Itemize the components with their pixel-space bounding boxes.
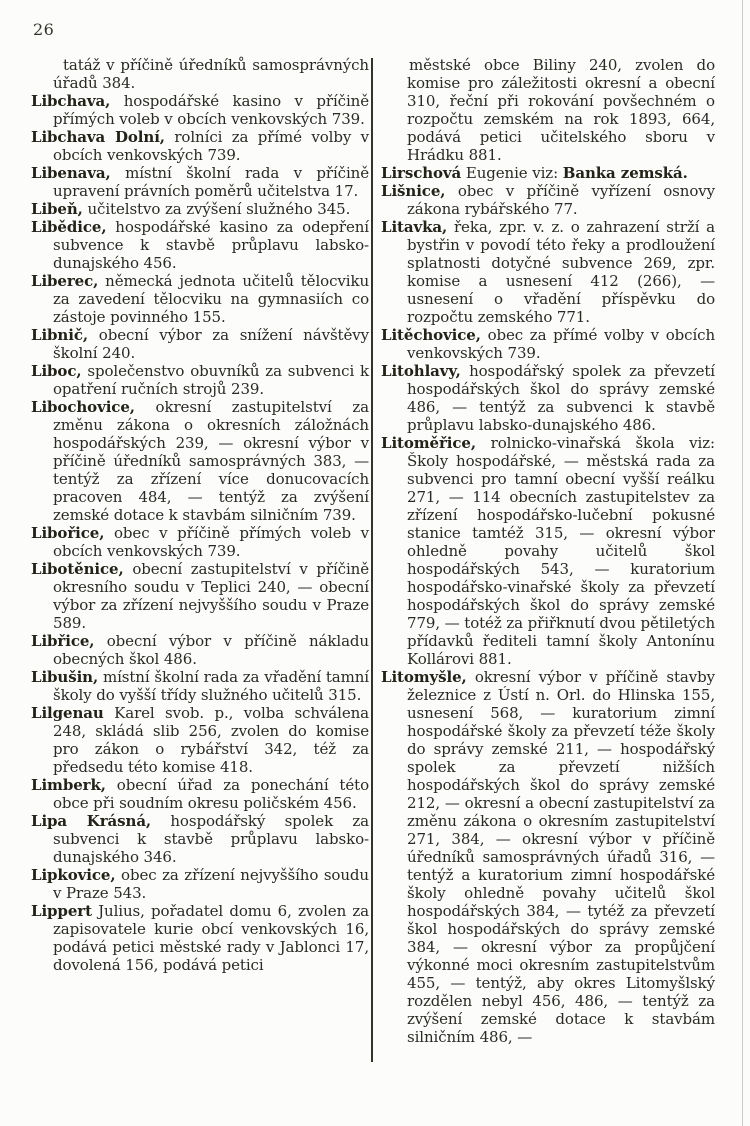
entry-text: okresní výbor v příčině stavby železnice z Ústí n. Orl. do Hlinska 155, usnesení 568, — kuratorium zimní hospodářské školy za převzetí téže školy do správy zemské 211, — hospodářský spolek za převzetí nižších hospodářských škol do správy zemské 212, — okresní a obecní zastupitelství za změnu zákona o okresním zastupitelství 271, 384, — okresní výbor v příčině úředníků samosprávných úřadů 316, — tentýž a kuratorium zimní hospodářské školy ohledně povahy učitelů škol hospodářských 384, — tytéž za převzetí škol hospodářských do správy zemské 384, — okresní výbor za propůjčení výkonné moci okresním zastupitelstvům 455, — tentýž, aby okres Litomyšlský rozdělen nebyl 456, 486, — tentýž za zvýšení zemské dotace k stavbám silničním 486, — bbox=[407, 668, 715, 1046]
page-edge-line bbox=[742, 0, 743, 1126]
entry-headword: Lipa Krásná, bbox=[31, 812, 152, 830]
entry-text: hospodářské kasino za odepření subvence k stavbě průplavu labsko-dunajského 456. bbox=[53, 218, 370, 272]
entry-text: hospodářský spolek za subvenci k stavbě průplavu labsko-dunajského 346. bbox=[53, 812, 370, 866]
entry-headword: Litoměřice, bbox=[381, 434, 476, 452]
entry-text: obec za přímé volby v obcích venkovských 739. bbox=[407, 326, 716, 362]
index-entry bbox=[31, 200, 369, 218]
index-entry bbox=[31, 866, 369, 902]
entry-text: obec za zřízení nejvyššího soudu v Praze 543. bbox=[53, 866, 369, 902]
entry-text: obecní úřad za ponechání této obce při soudním okresu poličském 456. bbox=[53, 776, 369, 812]
page-number: 26 bbox=[33, 20, 55, 39]
entry-headword: Limberk, bbox=[31, 776, 106, 794]
entry-headword: Libchava Dolní, bbox=[31, 128, 165, 146]
index-entry bbox=[31, 326, 369, 362]
index-entry bbox=[31, 272, 369, 326]
entry-text: učitelstvo za zvýšení služného 345. bbox=[87, 200, 351, 218]
index-entry bbox=[31, 632, 369, 668]
entry-headword: Libědice, bbox=[31, 218, 107, 236]
index-entry bbox=[381, 326, 715, 362]
index-entry bbox=[381, 668, 715, 1046]
entry-headword: Lilgenau bbox=[31, 704, 104, 722]
entry-text: obecní zastupitelství v příčině okresního soudu v Teplici 240, — obecní výbor za zřízení nejvyššího soudu v Praze 589. bbox=[53, 560, 370, 632]
entry-headword: Libenava, bbox=[31, 164, 111, 182]
index-entry bbox=[31, 560, 369, 632]
index-entry bbox=[31, 56, 369, 92]
index-entry bbox=[31, 218, 369, 272]
entry-headword: Libotěnice, bbox=[31, 560, 124, 578]
entry-text: řeka, zpr. v. z. o zahrazení strží a bystřin v povodí této řeky a prodloužení splatnosti dotyčné subvence 269, zpr. komise a usnesení 412 (266), — usnesení o vřadění příspěvku do rozpočtu zemského 771. bbox=[407, 218, 716, 326]
entry-headword: Lipkovice, bbox=[31, 866, 116, 884]
entry-text: Eugenie viz: bbox=[465, 164, 559, 182]
entry-text: obecní výbor za snížení návštěvy školní 240. bbox=[53, 326, 369, 362]
entry-text: společenstvo obuvníků za subvenci k opatření ručních strojů 239. bbox=[53, 362, 370, 398]
entry-headword: Lirschová bbox=[381, 164, 462, 182]
index-entry bbox=[31, 524, 369, 560]
entry-text: Karel svob. p., volba schválena 248, skládá slib 256, zvolen do komise pro zákon o rybářství 342, též za předsedu této komise 418. bbox=[53, 704, 370, 776]
index-entry bbox=[381, 164, 715, 182]
entry-headword: Libeň, bbox=[31, 200, 83, 218]
entry-text: rolníci za přímé volby v obcích venkovských 739. bbox=[53, 128, 370, 164]
entry-text: obecní výbor v příčině nákladu obecných škol 486. bbox=[53, 632, 369, 668]
index-entry bbox=[31, 902, 369, 974]
entry-text: rolnicko-vinařská škola viz: Školy hospodářské, — městská rada za subvenci pro tamní obecní vyšší reálku 271, — 114 obecních zastupitelstev za zřízení hospodářsko-lučební pokusné stanice tamtéž 315, — okresní výbor ohledně povahy učitelů škol hospodářských 543, — kuratorium hospodářsko-vinařské školy za převzetí hospodářských škol do správy zemské 779, — totéž za přiřknutí dvou pětiletých přídavků řediteli tamní školy Antonínu Kollárovi 881. bbox=[407, 434, 715, 668]
entry-text: obec v příčině přímých voleb v obcích venkovských 739. bbox=[53, 524, 369, 560]
entry-text: obec v příčině vyřízení osnovy zákona rybářského 77. bbox=[407, 182, 715, 218]
index-entry bbox=[31, 164, 369, 200]
entry-headword: Liberec, bbox=[31, 272, 99, 290]
index-entry bbox=[381, 218, 715, 326]
index-entry bbox=[31, 812, 369, 866]
index-entry bbox=[31, 668, 369, 704]
index-entry bbox=[31, 776, 369, 812]
index-entry bbox=[381, 362, 715, 434]
entry-text: okresní zastupitelství za změnu zákona o okresních záložnách hospodářských 239, — okresní výbor v příčině úředníků samosprávných 383, — tentýž za zřízení více donucovacích pracoven 484, — tentýž za zvýšení zemské dotace k stavbám silničním 739. bbox=[53, 398, 369, 524]
entry-headword: Libnič, bbox=[31, 326, 88, 344]
entry-headword: Lippert bbox=[31, 902, 92, 920]
entry-headword: Libřice, bbox=[31, 632, 95, 650]
entry-headword: Liboc, bbox=[31, 362, 82, 380]
index-entry bbox=[381, 56, 715, 164]
entry-headword: Litohlavy, bbox=[381, 362, 461, 380]
index-entry bbox=[31, 128, 369, 164]
entry-headword: Litavka, bbox=[381, 218, 448, 236]
entry-text: Julius, pořadatel domu 6, zvolen za zapisovatele kurie obcí venkovských 16, podává petici městské rady v Jablonci 17, dovolená 156, podává petici bbox=[53, 902, 369, 974]
entry-headword: Lišnice, bbox=[381, 182, 446, 200]
entry-headword: Libušin, bbox=[31, 668, 99, 686]
entry-headword: Litomyšle, bbox=[381, 668, 467, 686]
entry-text: místní školní rada za vřadění tamní školy do vyšší třídy služného učitelů 315. bbox=[53, 668, 369, 704]
column-divider-rule bbox=[371, 58, 373, 1062]
entry-text: městské obce Biliny 240, zvolen do komise pro záležitosti okresní a obecní 310, řeční při rokování povšechném o rozpočtu zemském na rok 1893, 664, podává petici učitelského sboru v Hrádku 881. bbox=[407, 56, 715, 164]
entry-text: hospodářský spolek za převzetí hospodářských škol do správy zemské 486, — tentýž za subvenci k stavbě průplavu labsko-dunajského 486. bbox=[407, 362, 715, 434]
index-entry bbox=[31, 704, 369, 776]
entry-headword: Libchava, bbox=[31, 92, 111, 110]
index-entry bbox=[381, 182, 715, 218]
left-column bbox=[31, 56, 369, 974]
entry-text: tatáž v příčině úředníků samosprávných úřadů 384. bbox=[53, 56, 369, 92]
index-entry bbox=[31, 92, 369, 128]
entry-headword: Libořice, bbox=[31, 524, 105, 542]
entry-text: hospodářské kasino v příčině přímých voleb v obcích venkovských 739. bbox=[53, 92, 370, 128]
index-entry bbox=[381, 434, 715, 668]
entry-text: místní školní rada v příčině upravení právních poměrů učitelstva 17. bbox=[53, 164, 369, 200]
index-entry bbox=[31, 362, 369, 398]
entry-headword: Litěchovice, bbox=[381, 326, 481, 344]
index-entry bbox=[31, 398, 369, 524]
entry-cross-reference: Banka zemská. bbox=[562, 164, 688, 182]
entry-headword: Libochovice, bbox=[31, 398, 135, 416]
right-column bbox=[381, 56, 715, 1046]
entry-text: německá jednota učitelů tělocviku za zavedení tělocviku na gymnasiích co zástoje povinného 155. bbox=[53, 272, 369, 326]
